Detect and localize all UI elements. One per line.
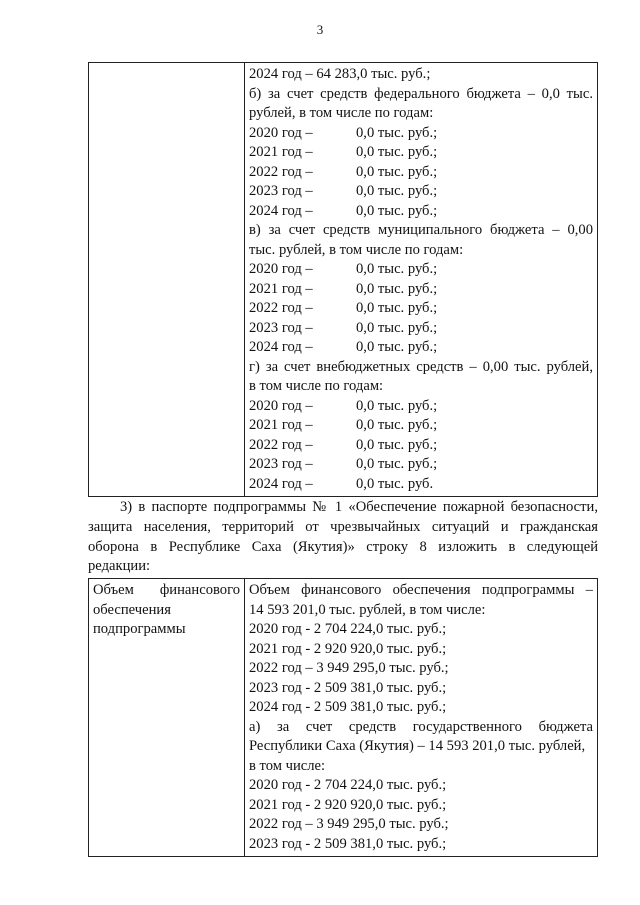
text-line: 2020 год - 2 704 224,0 тыс. руб.;: [249, 777, 447, 793]
year-label: 2021 год –: [249, 417, 313, 433]
year-amount-line: [249, 455, 593, 475]
year-amount-line: [249, 299, 593, 319]
year-label: 2023 год –: [249, 319, 313, 336]
label-line: подпрограммы: [93, 621, 186, 637]
paragraph-line: 3) в паспорте подпрограммы № 1 «Обеспечение пожарной безопасности,: [120, 499, 598, 515]
amount-value: 0,0 тыс. руб.;: [356, 319, 438, 336]
year-label: 2024 год –: [249, 475, 313, 492]
funding-table-continuation: [88, 62, 598, 497]
text-line: 2023 год - 2 509 381,0 тыс. руб.;: [249, 835, 447, 852]
year-amount-line: [249, 319, 593, 339]
year-label: 2023 год –: [249, 183, 313, 199]
text-line: Объем финансового обеспечения подпрограммы –: [249, 582, 593, 598]
amount-value: 0,0 тыс. руб.;: [356, 202, 438, 219]
year-label: 2022 год –: [249, 436, 313, 453]
amount-value: 0,0 тыс. руб.;: [356, 417, 438, 433]
year-label: 2024 год –: [249, 339, 313, 355]
amount-value: 0,0 тыс. руб.: [356, 475, 434, 492]
year-amount-line: [249, 163, 593, 183]
amendment-paragraph: [88, 498, 598, 577]
amount-value: 0,0 тыс. руб.;: [356, 163, 438, 180]
left-cell-empty: [89, 63, 245, 497]
funding-details-cell: [245, 579, 598, 857]
amount-value: 0,0 тыс. руб.;: [356, 124, 438, 141]
year-label: 2022 год –: [249, 163, 313, 180]
year-label: 2020 год –: [249, 261, 313, 277]
text-line: Республики Саха (Якутия) – 14 593 201,0 тыс. рублей,: [249, 738, 586, 754]
amount-value: 0,0 тыс. руб.;: [356, 300, 438, 316]
year-amount-line: [249, 416, 593, 436]
year-amount-line: [249, 397, 593, 417]
label-line: обеспечения: [93, 601, 171, 618]
text-line: тыс. рублей, в том числе по годам:: [249, 241, 464, 258]
funding-details-cell: [245, 63, 598, 497]
year-label: 2023 год –: [249, 456, 313, 472]
amount-value: 0,0 тыс. руб.;: [356, 144, 438, 160]
amount-value: 0,0 тыс. руб.;: [356, 436, 438, 453]
year-label: 2024 год –: [249, 202, 313, 219]
text-line: 2023 год - 2 509 381,0 тыс. руб.;: [249, 679, 447, 696]
year-amount-line: [249, 143, 593, 163]
year-label: 2021 год –: [249, 144, 313, 160]
year-label: 2021 год –: [249, 280, 313, 297]
text-line: 2021 год - 2 920 920,0 тыс. руб.;: [249, 796, 447, 813]
year-label: 2022 год –: [249, 300, 313, 316]
paragraph-line: оборона в Республике Саха (Якутия)» строку 8 изложить в следующей: [88, 538, 598, 555]
amount-value: 0,0 тыс. руб.;: [356, 183, 438, 199]
text-line: а) за счет средств государственного бюджета: [249, 718, 593, 735]
year-amount-line: [249, 124, 593, 144]
text-line: 2021 год - 2 920 920,0 тыс. руб.;: [249, 640, 447, 657]
paragraph-line: редакции:: [88, 558, 151, 575]
year-amount-line: [249, 202, 593, 222]
text-line: в) за счет средств муниципального бюджета – 0,00: [249, 222, 593, 238]
text-line: 2024 год – 64 283,0 тыс. руб.;: [249, 66, 431, 82]
text-line: в том числе:: [249, 757, 326, 774]
text-line: в том числе по годам:: [249, 378, 384, 394]
amount-value: 0,0 тыс. руб.;: [356, 456, 438, 472]
year-amount-line: [249, 475, 593, 495]
text-line: 14 593 201,0 тыс. рублей, в том числе:: [249, 601, 486, 618]
text-line: г) за счет внебюджетных средств – 0,00 тыс. рублей,: [249, 358, 593, 375]
year-label: 2020 год –: [249, 397, 313, 414]
text-line: 2020 год - 2 704 224,0 тыс. руб.;: [249, 621, 447, 637]
year-label: 2020 год –: [249, 124, 313, 141]
amount-value: 0,0 тыс. руб.;: [356, 280, 438, 297]
text-line: б) за счет средств федерального бюджета – 0,0 тыс.: [249, 85, 593, 102]
amount-value: 0,0 тыс. руб.;: [356, 339, 438, 355]
year-amount-line: [249, 280, 593, 300]
year-amount-line: [249, 338, 593, 358]
funding-label-cell: [89, 579, 245, 857]
label-line: Объем финансового: [93, 582, 240, 598]
text-line: 2024 год - 2 509 381,0 тыс. руб.;: [249, 699, 447, 715]
text-line: 2022 год – 3 949 295,0 тыс. руб.;: [249, 816, 449, 832]
page-number: 3: [316, 22, 324, 37]
subprogram-funding-table: [88, 578, 598, 857]
year-amount-line: [249, 436, 593, 456]
text-line: 2022 год – 3 949 295,0 тыс. руб.;: [249, 660, 449, 676]
paragraph-line: защита населения, территорий от чрезвычайных ситуаций и гражданская: [88, 518, 598, 535]
amount-value: 0,0 тыс. руб.;: [356, 261, 438, 277]
year-amount-line: [249, 182, 593, 202]
amount-value: 0,0 тыс. руб.;: [356, 397, 438, 414]
text-line: рублей, в том числе по годам:: [249, 105, 434, 121]
year-amount-line: [249, 260, 593, 280]
